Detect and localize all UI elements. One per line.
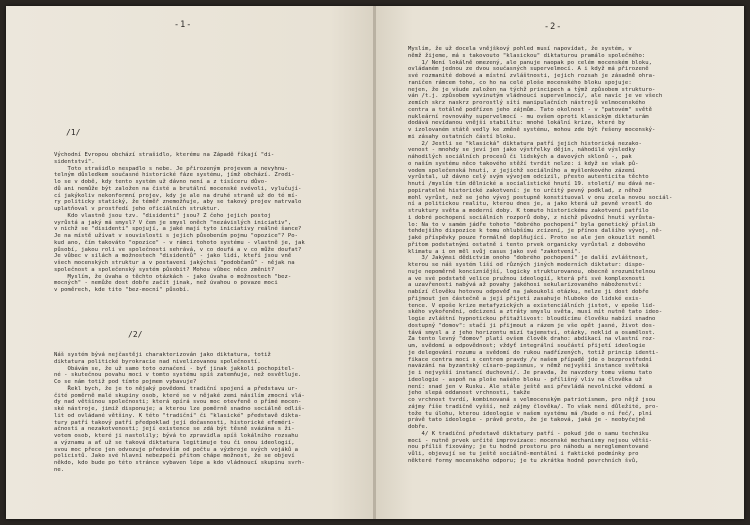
text-line: Je vůbec v silách a možnostech "disidentů" - jako lidí, kteří jsou vně	[54, 253, 292, 260]
text-line: tehdejšího dispozice k tomu ohlubšímu zcizení, je přínos dalšího vývoj, ně-	[408, 228, 663, 235]
text-line: jaké příspěvky pouze formálně doplňující. Proto se ale jen okouzlit neměl	[408, 235, 656, 241]
text-line: tury patří takový patří předpoklad její dočasnosti, historické efeméri-	[54, 419, 295, 426]
text-line: náhodilých sociálních procesů či lidských a davových sklonů -, pak	[408, 154, 632, 160]
text-line: dodává nevídanou vnější stabilitu: mnohé lokální krize, které by	[408, 120, 625, 127]
text-line: své rozmanité dobové a místní zvláštnosti, jejich rozsah je zásadně ohra-	[408, 73, 656, 79]
text-line: uplatňoval v prostředí jeho oficiálních struktur.	[54, 206, 221, 212]
section-2-text	[54, 352, 305, 474]
text-line: Myslím, že úvaha o těchto otázkách - jako úvaha o možnostech "bez-	[54, 273, 292, 280]
text-line: vodem společenská hnutí, z jejichž sociálního a myšlenkového zázemí	[408, 167, 636, 174]
text-line: i dobré pochopení sociálních rozporů doby, z nichž původní hnutí vyrůsta-	[408, 214, 656, 221]
text-line: Východní Evropou obchází strašidlo, kterému na Západě říkají "di-	[54, 152, 275, 158]
text-line: společnost a společenský systém působit? Mohou vůbec něco změnit?	[54, 266, 275, 273]
text-line: není: snad jen v Rusku. Ale stále ještě asi převládá nevolnické vědomí a	[408, 383, 653, 390]
section-1-text	[54, 152, 305, 294]
text-line: dostupný "domov": stačí ji přijmout a rázem je vše opět jasné, život dos-	[408, 322, 656, 329]
text-line: je delegování rozumu a svědomí do rukou nadřízených, totiž princip identi-	[408, 349, 659, 356]
text-line: Řekl bych, že je to nějaký povědomí tradiční spojení a představu ur-	[54, 385, 299, 392]
left-page-number: -1-	[174, 20, 193, 30]
text-line: někdo, kdo bude po této stránce vybaven lépe a kdo vládnoucí skupinu svrh-	[54, 460, 305, 466]
text-line: fikace centra moci s centrem pravdy /v našem případě jde o bezprostřední	[408, 356, 653, 363]
text-line: 1/ Není lokálně omezený, ale panuje naopak po celém mocenském bloku,	[408, 59, 653, 66]
text-line: Za tento levný "domov" platí ovšem člověk draho: abdikací na vlastní roz-	[408, 336, 656, 343]
text-line: ského vykořenění, odcizení a ztráty smyslu světa, musí mít nutně tato ideo-	[408, 309, 663, 316]
text-line: lit od ovládané většiny. K této "tradiční" či "klasické" představě dikta-	[54, 412, 302, 419]
text-line: 3/ Jakýmsi dědictvím onoho "dobrého pochopení" je další zvláštnost,	[408, 255, 649, 262]
text-line: né - skutečnou povahu moci v tomto systému spíš zatemňuje, než osvětluje.	[54, 372, 302, 379]
text-line: navázání na byzantský císaro-papismus, v němž nejvyšší instance světská	[408, 363, 649, 370]
text-line: přitom podstatnými ostatně i tento prvek organicky vyrůstal z dobového	[408, 241, 646, 248]
text-line: tence. V epoše krize metafyzických a existenciálních jistot, v epoše lid-	[408, 302, 656, 309]
text-line: němž žijeme, má s takovouto "klasickou" diktaturou pramálo společného:	[408, 52, 646, 59]
text-line: Obávám se, že už samo toto označení - byť jinak jakkoli pochopitel-	[54, 365, 295, 372]
text-line: kud ano, čím takováto "opozice" - v rámci tohoto systému - vlastně je, jak	[54, 239, 305, 246]
text-line: a uzavřenosti nabývá až povahy jakéhosi sekularizovaného náboženství:	[408, 282, 642, 289]
text-line: hnutí /myslím tím dělnické a socialistické hnutí 19. století/ mu dává ne-	[408, 181, 656, 187]
open-book-spread	[6, 6, 744, 519]
text-line: Kdo vlastně jsou tzv. "disidenti" jsou? Z čeho jejich postoj	[54, 212, 271, 219]
text-line: Je na místě užívat v souvislosti s jejich působením pojmu "opozice"? Po-	[54, 233, 299, 239]
text-line: působí, jakou roli ve společnosti sehrává, v co doufá a v co může doufat?	[54, 246, 302, 253]
text-line: o naším systému něco takového stěží tvrdit nelze: i když se však pů-	[408, 160, 639, 167]
left-page	[6, 6, 374, 519]
text-line: dobře.	[408, 424, 429, 430]
text-line: ry politicky statický, že téměř znemožňuje, aby se takový projev natrvalo	[54, 199, 302, 206]
text-line: ovládaném jednou ze dvou současných supervelmocí. A i když má přirozeně	[408, 66, 649, 73]
text-line: logie zvláštní hypnotickou přitažlivost: bloudícímu člověku nabízí snadno	[408, 316, 656, 322]
text-line: sidentství".	[54, 158, 95, 165]
text-line: právě tato ideologie - právě proto, že je taková, jaká je - neobyčejně	[408, 417, 646, 424]
text-line: vyrůstá a jaký má smysl? V čem je smysl oněch "nezávislých iniciativ",	[54, 219, 292, 226]
text-line: 4/ K tradiční představě diktatury patří - pokud jde o samu techniku	[408, 430, 649, 437]
text-line: venost - mnohdy se jeví jen jako výstřelky dějin, náhodilé výsledky	[408, 147, 636, 154]
text-line: centra a totálně podřízen jeho zájmům. Tato okolnost - v "patovém" světě	[408, 106, 653, 113]
text-line: je i nejvyšší instancí duchovní/. Je pravda, že navzdory tomu všemu tato	[408, 370, 653, 376]
text-line: Co se nám totiž pod tímto pojmem vybavuje?	[54, 379, 197, 385]
text-line: 2/ Jestli se "klasická" diktatura patří jejich historická nezako-	[408, 140, 642, 147]
text-line: vůli, objevují se tu ještě sociálně-mentální i faktické podmínky pro	[408, 451, 639, 457]
text-line: lo se v době, kdy tento systém už dávno není a z tisíceru důvo-	[54, 179, 268, 185]
text-line: policistů. Jako své hlavní nebezpečí přitom chápe možnost, že se objeví	[54, 453, 295, 460]
section-2-marker: /2/	[128, 330, 143, 339]
text-line: kterou se náš systém liší od různých jiných moderních diktatur: dispo-	[408, 262, 646, 268]
text-line: mi zásahy ostatních částí bloku.	[408, 133, 517, 140]
text-line: mohl vyrůst, než se jeho vývoj postupně konstituoval v onu zcela novou sociál-	[408, 194, 673, 201]
text-line: svou moc přece jen odvozuje především od počtu a výzbroje svých vojáků a	[54, 446, 299, 453]
text-line: ideologie - aspoň na ploše našeho bloku - přílišný vliv na člověka už	[408, 376, 642, 383]
text-line: um, svědomí a odpovědnost; vždyť integrální součástí přijetí ideologie	[408, 343, 646, 349]
text-line: struktury světa a moderní doby. K tomuto historickému zakotvení patřilo	[408, 208, 649, 214]
text-line: zemích skrz naskrz prorostlý sítí manipulačních nástrojů velmocenského	[408, 100, 646, 106]
text-line: tává smysl a z jeho horizontu mizí tajemství, otázky, neklid a osamělost.	[408, 329, 656, 336]
section-1-marker: /1/	[66, 128, 81, 137]
text-line: votem osob, které ji nastolily; bývá to zpravidla spíš lokálního rozsahu	[54, 433, 299, 439]
right-page	[376, 6, 744, 519]
text-line: ské nástroje, jimiž disponuje; a kterou lze poměrně snadno sociálně odliš-	[54, 406, 305, 412]
text-line: klimatu a i on měl svůj casus jako své "zakotvení".	[408, 248, 581, 255]
text-line: a významu a ať už se taková diktatura legitimuje tou či onou ideologií,	[54, 439, 295, 446]
text-line: Myslím, že už docela vnějškový pohled musí napovídat, že systém, v	[408, 46, 632, 52]
text-line: tože tu úlohu, kterou ideologie v našem systému má /bude o ní řeč/, plní	[408, 410, 653, 417]
text-line: co vrchnost tvrdí, kombinovaná s velmocenským patriotismem, pro nějž jsou	[408, 397, 656, 403]
text-line: v izolovaném státě vedly ke změně systému, mohou zde být řešeny mocenský-	[408, 127, 656, 133]
text-line: moci - nutně prvek určité improvizace: mocenské mechanismy nejsou větši-	[408, 437, 653, 444]
text-line: ván /t.j. způsobem vyvinutým vládnoucí supervelmocí/, ale navíc je ve všech	[408, 93, 663, 100]
right-page-text	[408, 46, 672, 465]
text-line: některé formy mocenského odporu; je tu zkrátka hodně povrchních švů,	[408, 457, 639, 464]
text-line: všech mocenských struktur a v postavení jakýchsi "podobčanů" - nějak na	[54, 260, 295, 266]
text-line: popiratelné historické zakotvení: je to určitý pevný podklad, z něhož	[408, 187, 642, 194]
text-line: v nichž se "disidenti" spojují, a jaké mají tyto iniciativy reálné šance?	[54, 226, 302, 233]
text-line: jeho slepá oddanost vrchnosti, takže	[408, 390, 531, 397]
text-line: nou příliš fixovány; je tu hodně prostoru pro náhodu a nereglementované	[408, 444, 649, 451]
text-line: nukleární rovnováhy supervelmocí - mu ovšem oproti klasickým diktaturám	[408, 113, 649, 120]
text-line: telným důsledkem současné historické fáze systému, jímž obchází. Zrodi-	[54, 172, 295, 179]
text-line: ne.	[54, 466, 65, 473]
text-line: diktatura politické byrokracie nad nivelizovanou společností.	[54, 358, 261, 365]
text-line: nejen, že je všude založen na týchž principech a týmž způsobem strukturo-	[408, 86, 656, 93]
text-line: Toto strašidlo nespadlo s nebe. Je přirozeným projevem a nevyhnu-	[54, 165, 288, 172]
text-line: vyrůstal, už dávno celý svým vývojem odcizil, přesto autenticita těchto	[408, 174, 649, 181]
text-line: v poměrech, kde tito "bez-mocní" působí.	[54, 287, 190, 293]
text-line: přijmout jen částečně a její přijetí zasahuje hluboko do lidské exis-	[408, 295, 642, 302]
text-line: nabízí člověku hotovou odpověď na jakoukoli otázku, nelze ji dost dobře	[408, 289, 649, 295]
text-line: ní a politickou realitu, kterou dnes je, a jako která už pevně vrostl do	[408, 201, 653, 208]
right-page-number: -2-	[544, 22, 563, 32]
text-line: cí jakýkoliv nekonformní projev, kdy je ale na druhé straně už do té mí-	[54, 192, 299, 199]
text-line: dy nad většinou společnosti; která opírá svou moc otevřeně o přímé mocen-	[54, 399, 302, 406]
text-line: Náš systém bývá nejčastěji charakterizován jako diktatura, totiž	[54, 352, 271, 358]
text-line: čité poměrně malé skupiny osob, které se v nějaké zemi násilím zmocní vlá-	[54, 392, 305, 399]
text-line: a ve své podstatě velice pružnou ideologií, která při své komplexnosti	[408, 275, 646, 282]
text-line: zájmy říše tradičně vyšší, než zájmy člověka/. To však není důležité, pro-	[408, 403, 659, 410]
text-line: mocných" - nemůže dost dobře začít jinak, než úvahou o povaze moci	[54, 280, 278, 287]
text-line: dů ani nemůže být založen na čisté a brutální mocenské svévoli, vylučují-	[54, 185, 302, 192]
text-line: raničen rámcem toho, co ho na celé ploše mocenského bloku spojuje:	[408, 79, 632, 86]
text-line: nuje nepoměrně koncizníější, logicky strukturovanou, obecně srozumitelnou	[408, 268, 656, 275]
text-line: ačnosti a nezakotvenosti; její existence se zdá být těsně svázána s ži-	[54, 426, 295, 433]
text-line: lo: Na to v samém jádře tohoto "dobrého pochopení" byla genetický příslib	[408, 221, 656, 228]
